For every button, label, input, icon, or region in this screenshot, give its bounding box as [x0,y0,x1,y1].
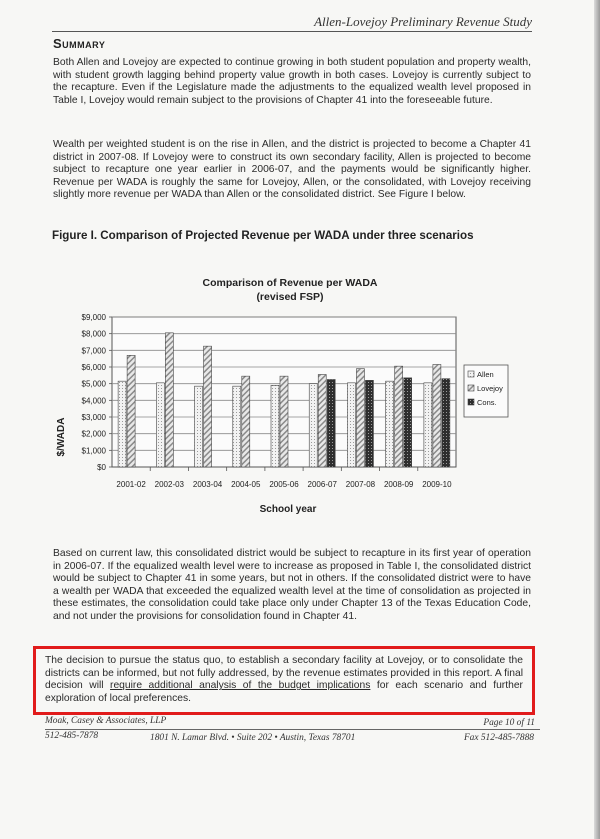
legend-swatch-cons [468,399,474,405]
x-axis-label: School year [259,504,317,515]
footer-rule [45,729,540,730]
y-tick-label: $5,000 [81,379,106,389]
body-paragraph: Based on current law, this consolidated district would be subject to recapture in its first year of operation in 2006-07. If the equalized wealth level were to increase as proposed in Table I, the consolidated district would be subject to Chapter 41 in some years, but not in others. If the consolidated district were to have a wealth per WADA that exceeded the equalized wealth level at the time of consolidation as projected in these estimates, the consolidation could take place only under Chapter 13 of the Texas Education Code, and not under the provisions for consolidation found in Chapter 41. [53,548,531,622]
x-tick-label: 2002-03 [154,480,185,489]
revenue-chart [50,265,520,523]
legend-swatch-lovejoy [468,385,474,391]
scan-edge-shadow [594,0,600,839]
bar-cons [327,380,335,468]
y-tick-label: $7,000 [81,346,106,356]
bar-allen [233,386,241,467]
bar-allen [424,383,432,467]
legend-swatch-allen [468,371,474,377]
bar-lovejoy [356,369,364,467]
underlined-phrase: require additional analysis of the budget implications [110,680,371,692]
bar-lovejoy [318,375,326,468]
bar-allen [156,383,164,467]
bar-lovejoy [395,366,403,467]
y-axis-label: $/WADA [56,417,67,457]
x-tick-label: 2003-04 [192,480,223,489]
summary-paragraph-2: Wealth per weighted student is on the rise in Allen, and the district is projected to become a Chapter 41 district in 2007-08. If Lovejoy were to construct its own secondary facility, Allen is projected to become subject to recapture one year earlier in 2006-07, and the payments would be significantly higher. Revenue per WADA is roughly the same for Lovejoy, Allen, or the consolidated, with Lovejoy receiving slightly more revenue per WADA than Allen or the consolidated district. See Figure I below. [53,139,531,201]
x-tick-label: 2007-08 [345,480,376,489]
x-tick-label: 2001-02 [116,480,146,489]
x-tick-label: 2005-06 [269,480,299,489]
footer-phone: 512-485-7878 [45,731,99,741]
y-tick-label: $6,000 [81,363,106,372]
legend-label-lovejoy: Lovejoy [477,384,503,393]
x-tick-label: 2008-09 [383,480,414,489]
legend-label-allen: Allen [477,370,494,379]
y-tick-label: $1,000 [81,446,106,456]
bar-cons [442,379,450,467]
bar-allen [386,381,394,467]
summary-heading: Summary [53,36,106,51]
header-rule [52,31,532,32]
bar-cons [404,378,412,467]
y-tick-label: $4,000 [81,396,106,406]
running-header: Allen-Lovejoy Preliminary Revenue Study [314,14,532,29]
y-tick-label: $2,000 [81,429,106,439]
bar-allen [118,381,126,467]
bar-allen [271,385,279,467]
bar-cons [365,380,373,467]
bar-lovejoy [204,346,212,467]
x-tick-label: 2004-05 [231,480,261,489]
footer-fax: Fax 512-485-7888 [463,733,534,743]
bar-lovejoy [127,355,135,467]
figure-caption: Figure I. Comparison of Projected Revenue per WADA under three scenarios [52,229,474,242]
x-tick-label: 2009-10 [422,480,452,489]
bar-allen [195,386,203,467]
summary-paragraph-1: Both Allen and Lovejoy are expected to continue growing in both student population and property wealth, with student growth lagging behind property value growth in both cases. Lovejoy is currently subject to the recapture. Even if the Legislature made the adjustments to the equalized wealth level proposed in Table I, Lovejoy would remain subject to the provisions of Chapter 41 into the foreseeable future. [53,57,531,106]
chart-subtitle: (revised FSP) [256,291,324,303]
bar-allen [347,383,355,467]
footer-firm: Moak, Casey & Associates, LLP [45,716,167,726]
bar-allen [309,384,317,467]
bar-lovejoy [242,376,250,467]
legend-label-cons: Cons. [477,398,497,407]
conclusion-text-b: for each scenario and further exploration of local preferences. [45,680,523,704]
y-tick-label: $0 [97,463,106,472]
chart-title: Comparison of Revenue per WADA [202,277,378,289]
footer-page-number: Page 10 of 11 [483,718,535,728]
bar-lovejoy [280,376,288,467]
bar-lovejoy [165,333,173,467]
y-tick-label: $3,000 [81,413,106,422]
bar-lovejoy [433,365,441,468]
footer-address: 1801 N. Lamar Blvd. • Suite 202 • Austin, Texas 78701 [150,733,356,743]
conclusion-text-a: The decision to pursue the status quo, to establish a secondary facility at Lovejoy, or to consolidate the districts can be informed, but not fully addressed, by the revenue estimates provided in this report. A final decision will [45,655,523,692]
y-tick-label: $8,000 [81,329,106,339]
conclusion-paragraph [45,655,523,705]
y-tick-label: $9,000 [81,313,106,322]
x-tick-label: 2006-07 [307,480,337,489]
